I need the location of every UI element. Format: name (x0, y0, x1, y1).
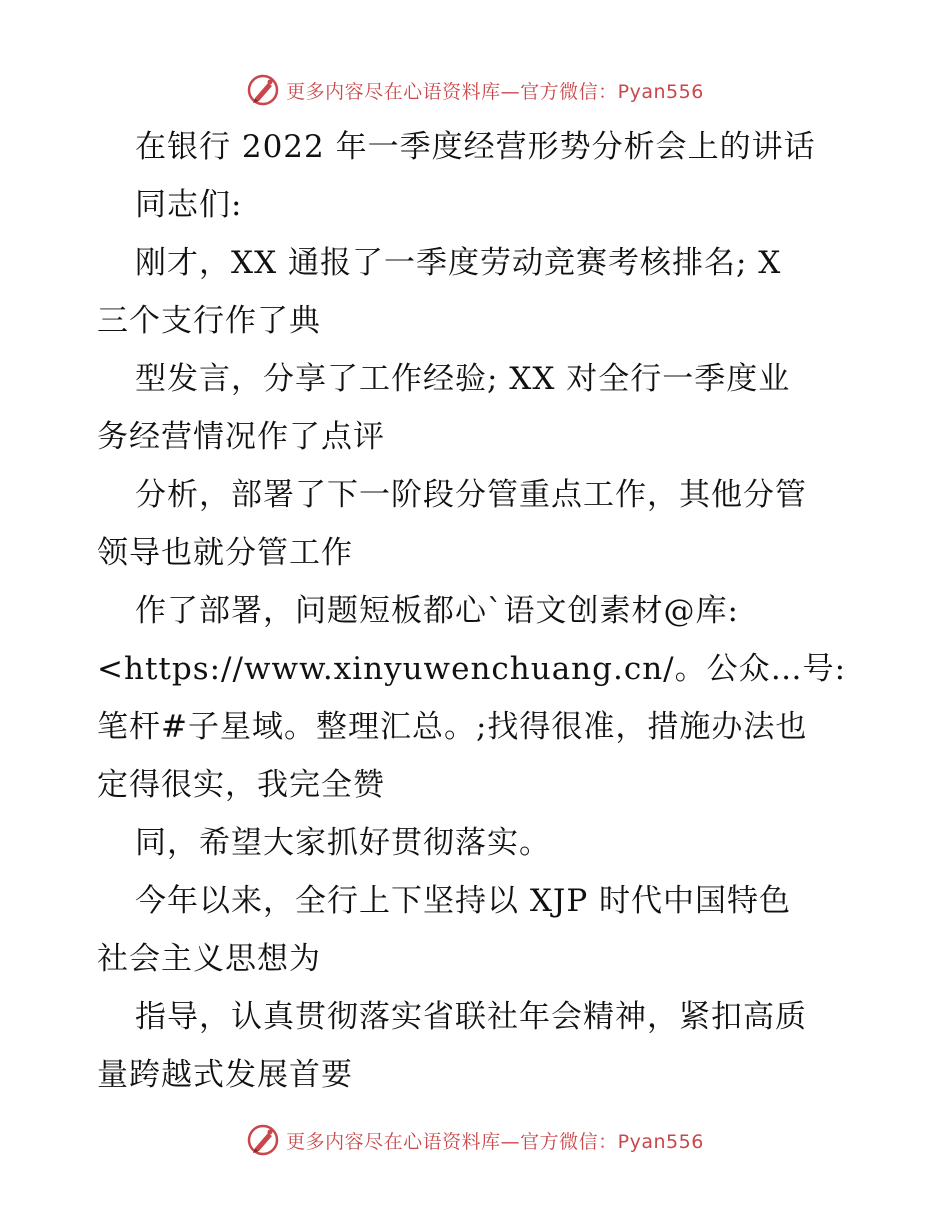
banner-text (286, 77, 704, 104)
text-line: 作了部署，问题短板都心`语文创素材@库: (135, 593, 739, 629)
text-line: 在银行 2022 年一季度经营形势分析会上的讲话 (135, 129, 816, 165)
banner-account: Pyan556 (617, 1130, 704, 1153)
banner-label: 更多内容尽在心语资料库—官方微信： (286, 1130, 618, 1153)
header-watermark-banner (0, 70, 950, 110)
pen-logo-icon (246, 73, 280, 107)
text-line: 务经营情况作了点评 (97, 419, 385, 455)
text-line: 今年以来，全行上下坚持以 XJP 时代中国特色 (135, 883, 792, 919)
pen-logo-icon (246, 1123, 280, 1157)
text-line: 量跨越式发展首要 (97, 1057, 353, 1093)
text-line: 同，希望大家抓好贯彻落实。 (135, 825, 551, 861)
text-line: 社会主义思想为 (97, 941, 321, 977)
text-line: 分析，部署了下一阶段分管重点工作，其他分管 (135, 477, 807, 513)
text-line: 定得很实，我完全赞 (97, 767, 385, 803)
text-line: 三个支行作了典 (97, 303, 321, 339)
text-line: 同志们: (135, 187, 243, 223)
text-line: 笔杆#子星域。整理汇总。;找得很准，措施办法也 (97, 709, 808, 745)
text-line: 领导也就分管工作 (97, 535, 353, 571)
text-line: 刚才，XX 通报了一季度劳动竞赛考核排名; X (135, 245, 782, 281)
banner-account: Pyan556 (617, 80, 704, 103)
document-body (97, 118, 857, 1104)
text-line: <https://www.xinyuwenchuang.cn/。公众…号: (97, 651, 847, 687)
text-line: 型发言，分享了工作经验; XX 对全行一季度业 (135, 361, 791, 397)
banner-text (286, 1127, 704, 1154)
banner-label: 更多内容尽在心语资料库—官方微信： (286, 80, 618, 103)
footer-watermark-banner (0, 1120, 950, 1160)
text-line: 指导，认真贯彻落实省联社年会精神，紧扣高质 (135, 999, 807, 1035)
